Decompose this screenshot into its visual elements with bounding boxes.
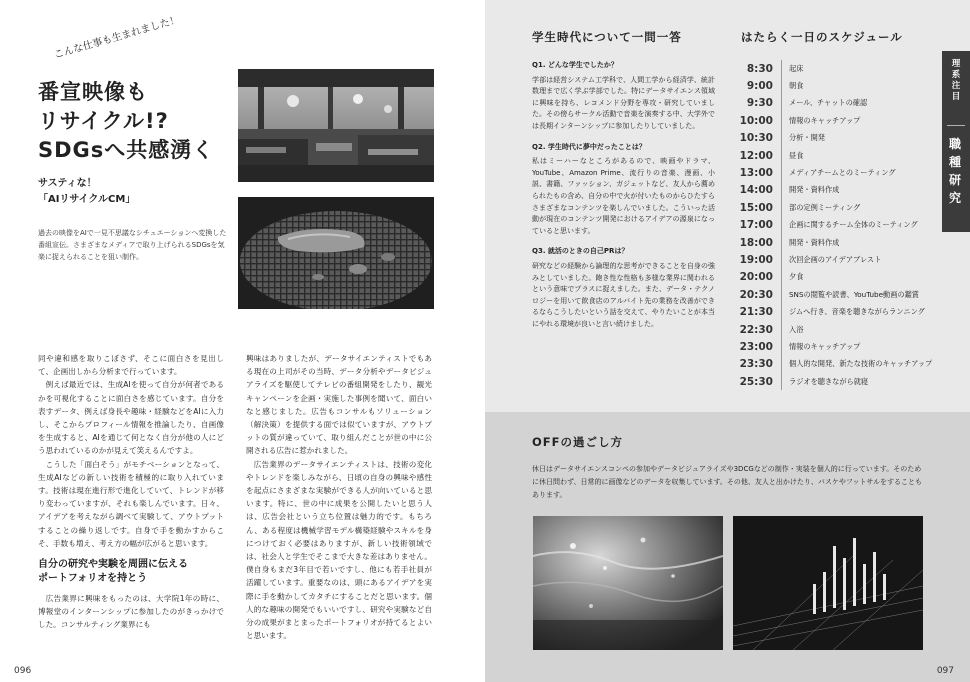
schedule-time: 9:00 xyxy=(746,80,773,93)
side-tab-char: 種 xyxy=(948,155,963,169)
schedule-time: 21:30 xyxy=(739,306,773,319)
schedule-time: 23:30 xyxy=(739,358,773,371)
schedule-divider xyxy=(781,251,782,268)
schedule-activity: 企画に関するチーム全体のミーティング xyxy=(789,220,918,230)
schedule-activity: メール、チャットの確認 xyxy=(789,98,868,108)
schedule-time: 10:30 xyxy=(739,132,773,145)
schedule-row xyxy=(735,164,940,181)
article-paragraph: 同や違和感を取りこぼさず、そこに面白さを見出して、企画出しから分析まで行っています。 xyxy=(38,354,224,377)
schedule-time: 20:00 xyxy=(739,271,773,284)
side-tab-char: 目 xyxy=(951,92,961,102)
side-tab-char: 注 xyxy=(951,81,961,91)
article-subheading xyxy=(38,558,224,586)
article-paragraph: 例えば最近では、生成AIを使って自分が何者であるかを可視化することに面白さを感じています。自分を表すデータ、例えば身長や趣味・経験などをAIに入力し、そこからプロフィール情報を推論したり、自画像を生成すると、AIを通じて何となく自分が他の人にどう思われているのかが見えて笑えるんですよ。 xyxy=(38,380,224,456)
schedule-activity: 夕食 xyxy=(789,272,804,282)
schedule-time: 22:30 xyxy=(739,323,773,336)
schedule-activity: 情報のキャッチアップ xyxy=(789,341,861,351)
qa-block xyxy=(532,60,715,339)
schedule-divider xyxy=(781,77,782,94)
schedule-divider xyxy=(781,373,782,390)
campaign-description: 過去の映像をAIで一見不思議なシチュエーションへ変換した番組宣伝。さまざまなメディアで取り上げられるSDGsを気楽に捉えられることを狙い制作。 xyxy=(38,229,227,261)
schedule-time: 15:00 xyxy=(739,201,773,214)
schedule-divider xyxy=(781,130,782,147)
market-photo xyxy=(238,69,434,182)
grilled-meat-photo xyxy=(238,197,434,309)
side-tab-divider xyxy=(947,125,965,126)
campaign-label-line-1: サスティな！ xyxy=(38,178,97,189)
schedule-time: 23:00 xyxy=(739,340,773,353)
schedule-title: はたらく一日のスケジュール xyxy=(741,30,903,44)
schedule-row xyxy=(735,95,940,112)
schedule-time: 14:00 xyxy=(739,184,773,197)
schedule-row xyxy=(735,251,940,268)
schedule-activity: ラジオを聴きながら就寝 xyxy=(789,376,869,386)
qa-question: Q2. 学生時代に夢中だったことは？ xyxy=(532,142,646,151)
schedule-activity: SNSの閲覧や読書、YouTube動画の鑑賞 xyxy=(789,289,919,299)
schedule-time: 25:30 xyxy=(739,375,773,388)
schedule-time: 9:30 xyxy=(746,97,773,110)
schedule-row xyxy=(735,321,940,338)
schedule-divider xyxy=(781,286,782,303)
qa-question: Q3. 就活のときの自己PRは？ xyxy=(532,247,629,256)
schedule-row xyxy=(735,130,940,147)
schedule-activity: メディアチームとのミーティング xyxy=(789,168,896,178)
schedule-divider xyxy=(781,269,782,286)
schedule-activity: 開発・資料作成 xyxy=(789,237,840,247)
right-page xyxy=(485,0,970,682)
schedule-row xyxy=(735,356,940,373)
schedule-time: 13:00 xyxy=(739,167,773,180)
rain-water-photo xyxy=(533,516,723,650)
schedule-divider xyxy=(781,95,782,112)
qa-answer: 私はミーハーなところがあるので、映画やドラマ、YouTube、Amazon Prime、流行りの音楽、漫画、小説、書籍、ファッション、ガジェットなど、友人から薦められたもの含め、自分の中で火が付いたものからひたすらさまざまなコンテンツを楽しんでいました。こういった活動が現在のコンテンツ開発におけるアイデアの源泉になっていると思います。 xyxy=(532,157,715,235)
schedule-activity: 起床 xyxy=(789,63,804,73)
schedule-divider xyxy=(781,147,782,164)
schedule-divider xyxy=(781,164,782,181)
schedule-divider xyxy=(781,234,782,251)
schedule-activity: 部の定例ミーティング xyxy=(789,202,861,212)
headline-line-2: リサイクル!? xyxy=(38,109,169,133)
qa-answer: 学部は経営システム工学科で、人間工学から経済学、統計数理まで広く学ぶ学部でした。特にデータサイエンス領域に興味を持ち、レコメンド分野を専攻・研究していました。その傍らサークル活動で音楽を演奏する中、大学外では長期インターンシップに参加したりしていました。 xyxy=(532,75,715,130)
schedule-divider xyxy=(781,60,782,77)
schedule-activity: 情報のキャッチアップ xyxy=(789,115,861,125)
article-paragraph: 興味はありましたが、データサイエンティストでもある現在の上司がその当時、データ分析やデータビジュアライズを駆使してテレビの番組開発をしたり、観光キャンペーンを企画・実施した事例を聞いて、面白いなと感じました。広告もコンサルもソリューション（解決策）を提供する面では似ていますが、アウトプットの質が違っていて、取り組んだことが世の中に公開される広告に惹かれました。 xyxy=(246,354,432,456)
schedule-divider xyxy=(781,338,782,355)
schedule-divider xyxy=(781,321,782,338)
schedule-activity: 分析・開発 xyxy=(789,133,825,143)
schedule-row xyxy=(735,286,940,303)
schedule-list xyxy=(735,60,940,390)
schedule-activity: 開発・資料作成 xyxy=(789,185,840,195)
schedule-divider xyxy=(781,199,782,216)
schedule-row xyxy=(735,269,940,286)
data-visualization-photo xyxy=(733,516,923,650)
headline-line-1: 番宣映像も xyxy=(38,80,148,104)
schedule-row xyxy=(735,60,940,77)
campaign-label-line-2: 「AIリサイクルCM」 xyxy=(38,194,136,205)
qa-section-title: 学生時代について一問一答 xyxy=(532,30,682,44)
schedule-time: 18:00 xyxy=(739,236,773,249)
headline xyxy=(38,78,214,165)
schedule-divider xyxy=(781,217,782,234)
schedule-time: 8:30 xyxy=(746,62,773,75)
schedule-activity: 次回企画のアイデアブレスト xyxy=(789,254,882,264)
qa-question: Q1. どんな学生でしたか？ xyxy=(532,61,618,69)
schedule-row xyxy=(735,303,940,320)
off-section-title: OFFの過ごし方 xyxy=(532,435,623,449)
campaign-label xyxy=(38,176,135,208)
side-tab-char: 理 xyxy=(951,59,961,69)
schedule-row xyxy=(735,182,940,199)
article-column-1 xyxy=(38,352,224,632)
schedule-activity: 朝食 xyxy=(789,81,804,91)
side-tab-char: 系 xyxy=(951,70,961,80)
side-tab-char: 職 xyxy=(948,137,963,151)
schedule-row xyxy=(735,112,940,129)
page-number-left: 096 xyxy=(14,666,32,676)
side-tab-char: 究 xyxy=(948,191,963,205)
article-paragraph: こうした「面白そう」がモチベーションとなって、生成AIなどの新しい技術を積極的に取り入れています。技術は現在進行形で進化していて、トレンドが移り変わっていますが、それも楽しんでいます。日々、アイデアを考えながら調べて実験して、アウトプットすることの繰り返しです。自身で手を動かすからこそ、手数も増え、考え方の幅が広がると思います。 xyxy=(38,459,224,548)
subheading-line-1: 自分の研究や実験を周囲に伝える xyxy=(38,559,188,571)
schedule-activity: 昼食 xyxy=(789,150,804,160)
schedule-activity: 個人的な開発、新たな技術のキャッチアップ xyxy=(789,359,933,369)
schedule-divider xyxy=(781,182,782,199)
schedule-divider xyxy=(781,356,782,373)
schedule-divider xyxy=(781,303,782,320)
schedule-row xyxy=(735,147,940,164)
schedule-row xyxy=(735,338,940,355)
page-number-right: 097 xyxy=(936,666,954,676)
article-paragraph: 広告業界に興味をもったのは、大学院1年の時に、博報堂のインターンシップに参加したのがきっかけでした。コンサルティング業界にも xyxy=(38,594,224,630)
article-paragraph: 広告業界のデータサイエンティストは、技術の変化やトレンドを楽しみながら、日頃の自身の興味や感性を起点にさまざまな実験ができる人が向いていると思います。特に、世の中に成果を公開したいと思う人は、広告会社という立ち位置は魅力的です。もちろん、ある程度は機械学習モデル構築経験やスキルを身につけておく必要はありますが、新しい技術領域では、社会人と学生でそこまで大きな差はありません。僕自身もまだ3年目で若いですし、他にも若手社員が活躍しています。重要なのは、頭にあるアイデアを実際に手を動かしてカタチにすることだと思います。個人的な趣味の開発でもいいですし、研究や実験など自分の成果がまとまったポートフォリオが持てるとよいと思います。 xyxy=(246,459,432,641)
schedule-time: 20:30 xyxy=(739,288,773,301)
side-tab-char: 研 xyxy=(948,173,963,187)
schedule-time: 12:00 xyxy=(739,149,773,162)
article-column-2 xyxy=(246,352,432,642)
qa-answer: 研究などの経験から論理的な思考ができることを自身の強みとしていました。飽き性な性格も多様な業界に関われるという意味でプラスに捉えました。また、データ・テクノロジーを用いて飲食店のアルバイト先の業務を改善ができるならこうしたいという話を交えて、やりたいことが本当にやれる環境が良いと言い続けました。 xyxy=(532,261,715,328)
headline-line-3: SDGsへ共感湧く xyxy=(38,138,215,162)
schedule-row xyxy=(735,373,940,390)
schedule-time: 19:00 xyxy=(739,253,773,266)
schedule-activity: ジムへ行き、音楽を聴きながらランニング xyxy=(789,307,925,317)
tagline: こんな仕事も生まれました！ xyxy=(52,14,181,61)
schedule-time: 17:00 xyxy=(739,219,773,232)
side-tab-category xyxy=(942,59,970,103)
subheading-line-2: ポートフォリオを持とう xyxy=(38,573,148,585)
schedule-row xyxy=(735,234,940,251)
schedule-activity: 入浴 xyxy=(789,324,804,334)
side-category-tab xyxy=(942,51,970,232)
side-tab-kind xyxy=(942,135,970,207)
off-description: 休日はデータサイエンスコンペの参加やデータビジュアライズや3DCGなどの制作・実装を個人的に行っています。そのために休日問わず、日常的に画像などのデータを収集しています。その他、友人と出かけたり、バスケやフットサルをすることもあります。 xyxy=(532,465,923,499)
schedule-divider xyxy=(781,112,782,129)
schedule-time: 10:00 xyxy=(739,114,773,127)
schedule-row xyxy=(735,217,940,234)
schedule-row xyxy=(735,77,940,94)
schedule-row xyxy=(735,199,940,216)
